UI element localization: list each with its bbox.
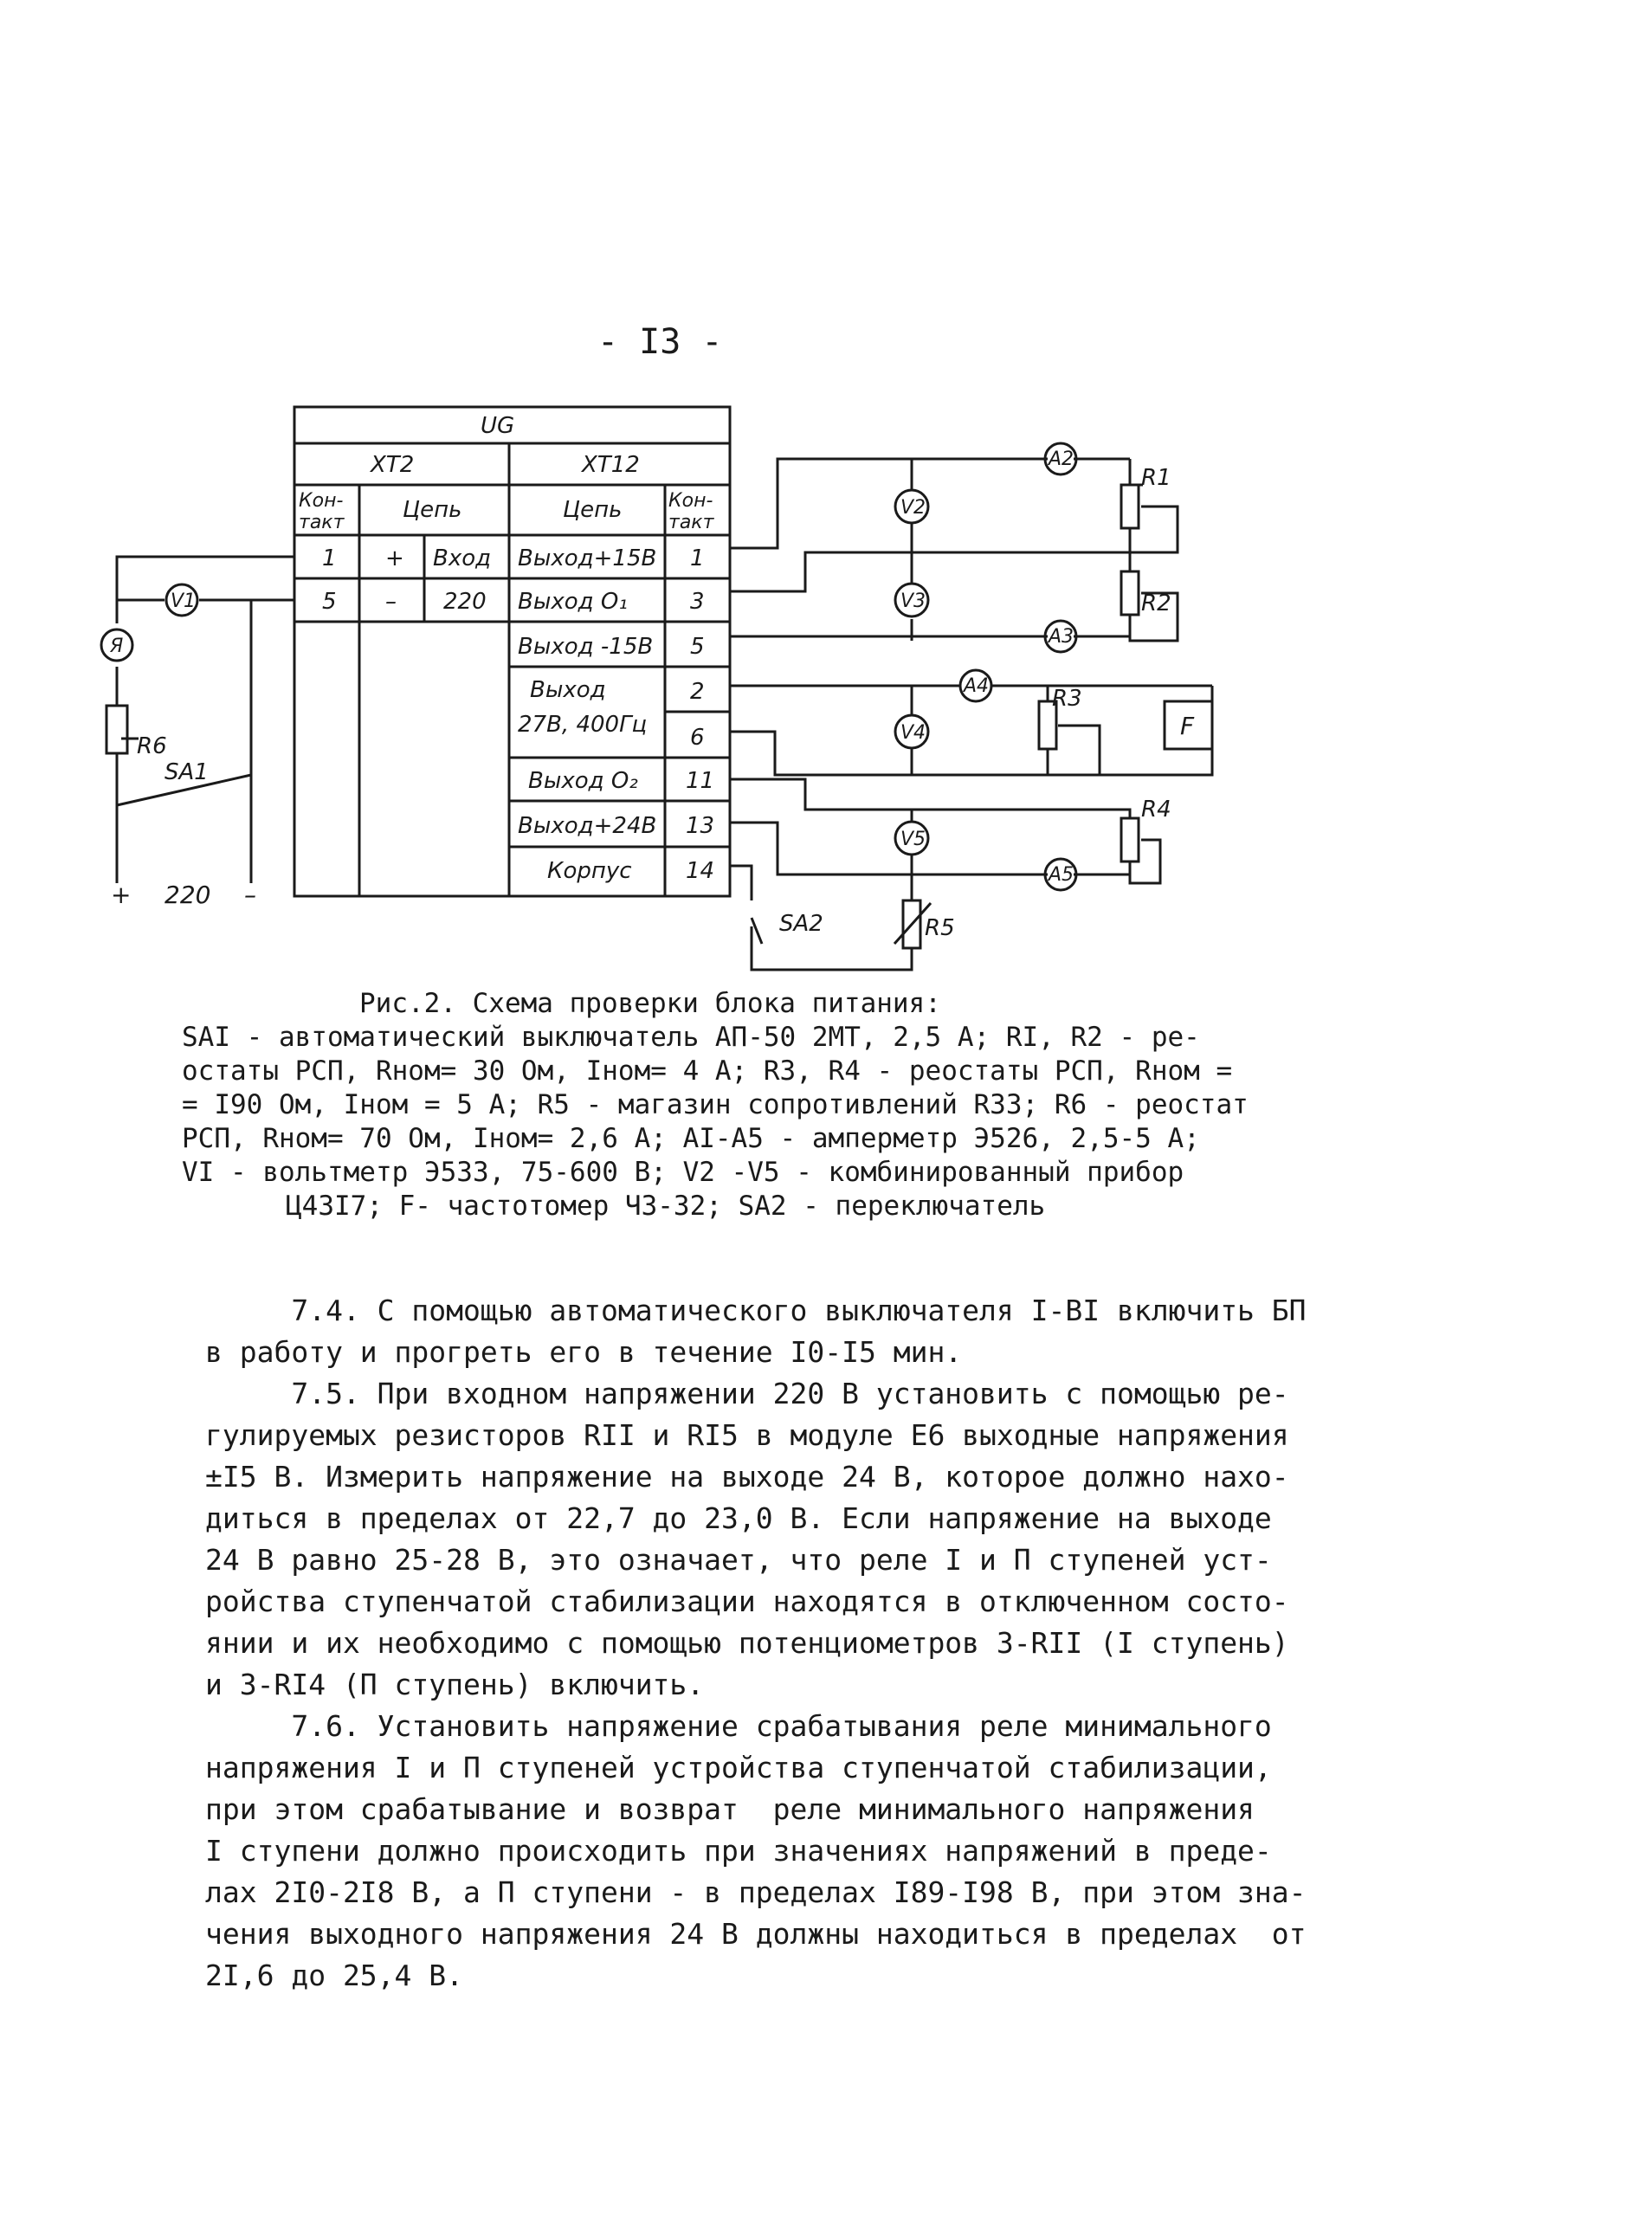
- paragraph-line: 2I,6 до 25,4 В.: [205, 1959, 464, 1992]
- right-row-circuit: 27В, 400Гц: [518, 712, 648, 738]
- paragraph-line: ±I5 В. Измерить напряжение на выходе 24 В, которое должно нахо-: [205, 1460, 1289, 1494]
- output-circuits: [730, 443, 1212, 970]
- paragraph-line: I ступени должно происходить при значениях напряжений в преде-: [205, 1834, 1272, 1868]
- input-circuit: [101, 557, 294, 883]
- right-row-circuit: Корпус: [547, 858, 632, 884]
- figure-caption: [182, 987, 1264, 1223]
- r1-label: R1: [1141, 465, 1171, 491]
- table-title: UG: [481, 413, 515, 439]
- right-row-circuit: Выход+15В: [518, 545, 657, 571]
- paragraph-line: диться в пределах от 22,7 до 23,0 В. Если напряжение на выходе: [205, 1501, 1272, 1535]
- contact-header-right-2: такт: [668, 512, 714, 533]
- paragraph-line: 24 В равно 25-28 В, это означает, что реле I и П ступеней уст-: [205, 1543, 1272, 1577]
- r6-label: R6: [137, 733, 167, 759]
- caption-line: SAI - автоматический выключатель АП-50 2МТ, 2,5 А; RI, R2 - ре-: [182, 1022, 1200, 1053]
- v3-label: V3: [900, 590, 926, 612]
- plus-label: +: [111, 881, 132, 909]
- right-row-contact: 13: [686, 813, 715, 839]
- left-row-contact: 1: [322, 545, 337, 571]
- a1-label: Я: [110, 636, 124, 657]
- right-row-contact: 3: [690, 589, 705, 615]
- v2-label: V2: [900, 497, 926, 519]
- ug-table: [294, 407, 730, 896]
- f-label: F: [1180, 712, 1195, 740]
- a2-label: A2: [1049, 449, 1074, 470]
- paragraph-line: чения выходного напряжения 24 В должны находиться в пределах от: [205, 1917, 1307, 1951]
- paragraph-line: при этом срабатывание и возврат реле минимального напряжения: [205, 1792, 1255, 1826]
- right-row-contact: 11: [686, 768, 715, 794]
- caption-line: = I90 Ом, Iном = 5 А; R5 - магазин сопротивлений R33; R6 - реостат: [182, 1089, 1249, 1120]
- caption-line: остаты РСП, Rном= 30 Ом, Iном= 4 А; R3, R4 - реостаты РСП, Rном =: [182, 1055, 1233, 1087]
- right-row-contact: 5: [690, 634, 705, 660]
- left-row-circuit: 220: [443, 589, 487, 615]
- paragraph-line: лах 2I0-2I8 В, а П ступени - в пределах I89-I98 В, при этом зна-: [205, 1875, 1307, 1909]
- caption-line: РСП, Rном= 70 Ом, Iном= 2,6 А; AI-A5 - амперметр Э526, 2,5-5 А;: [182, 1123, 1200, 1154]
- paragraph-line: 7.5. При входном напряжении 220 В установить с помощью ре-: [205, 1377, 1289, 1410]
- left-row-sign: –: [385, 589, 397, 615]
- contact-header-left: Кон-: [299, 490, 344, 512]
- left-row-sign: +: [385, 545, 404, 571]
- right-row-contact: 14: [686, 858, 715, 884]
- paragraph-line: 7.4. С помощью автоматического выключателя I-BI включить БП: [205, 1294, 1307, 1327]
- xt2-label: XT2: [371, 452, 415, 478]
- caption-line: VI - вольтметр Э533, 75-600 В; V2 -V5 - комбинированный прибор: [182, 1157, 1184, 1188]
- paragraph-line: в работу и прогреть его в течение I0-I5 мин.: [205, 1335, 963, 1369]
- right-row-circuit: Выход О₁: [518, 589, 628, 615]
- circuit-diagram: [0, 0, 1652, 987]
- contact-header-left-2: такт: [299, 512, 345, 533]
- body-text: [205, 1290, 1307, 1997]
- circuit-header-right: Цепь: [563, 497, 623, 523]
- r2-label: R2: [1141, 590, 1171, 616]
- v4-label: V4: [900, 722, 926, 744]
- left-row-circuit: Вход: [433, 545, 492, 571]
- a4-label: A4: [964, 675, 990, 697]
- paragraph-line: 7.6. Установить напряжение срабатывания реле минимального: [205, 1709, 1272, 1743]
- a3-label: A3: [1049, 626, 1074, 648]
- right-row-circuit: Выход -15В: [518, 634, 654, 660]
- circuit-header-left: Цепь: [403, 497, 462, 523]
- sa1-label: SA1: [165, 759, 209, 785]
- contact-header-right: Кон-: [668, 490, 713, 512]
- v220-label: 220: [165, 881, 211, 909]
- xt12-label: XT12: [582, 452, 640, 478]
- page-number: - I3 -: [597, 322, 723, 362]
- minus-label: –: [244, 881, 256, 909]
- a5-label: A5: [1049, 864, 1074, 886]
- paragraph-line: янии и их необходимо с помощью потенциометров 3-RII (I ступень): [205, 1626, 1289, 1660]
- right-row-circuit: Выход О₂: [528, 768, 638, 794]
- r3-label: R3: [1052, 686, 1082, 712]
- v1-label: V1: [171, 590, 197, 612]
- left-row-contact: 5: [322, 589, 337, 615]
- paragraph-line: и 3-RI4 (П ступень) включить.: [205, 1668, 705, 1701]
- right-row-contact: 6: [690, 725, 705, 751]
- v5-label: V5: [900, 829, 926, 850]
- sa2-label: SA2: [779, 911, 823, 937]
- right-row-circuit: Выход+24В: [518, 813, 657, 839]
- paragraph-line: гулируемых резисторов RII и RI5 в модуле Е6 выходные напряжения: [205, 1418, 1289, 1452]
- right-row-circuit: Выход: [530, 677, 606, 703]
- paragraph-line: напряжения I и П ступеней устройства ступенчатой стабилизации,: [205, 1751, 1272, 1784]
- r5-label: R5: [925, 915, 955, 941]
- caption-title: Рис.2. Схема проверки блока питания:: [359, 988, 941, 1019]
- paragraph-line: ройства ступенчатой стабилизации находятся в отключенном состо-: [205, 1584, 1289, 1618]
- caption-line: Ц43I7; F- частотомер Ч3-32; SA2 - переключатель: [286, 1191, 1046, 1222]
- right-row-contact: 2: [690, 679, 705, 705]
- r4-label: R4: [1141, 797, 1171, 823]
- right-row-contact: 1: [690, 545, 705, 571]
